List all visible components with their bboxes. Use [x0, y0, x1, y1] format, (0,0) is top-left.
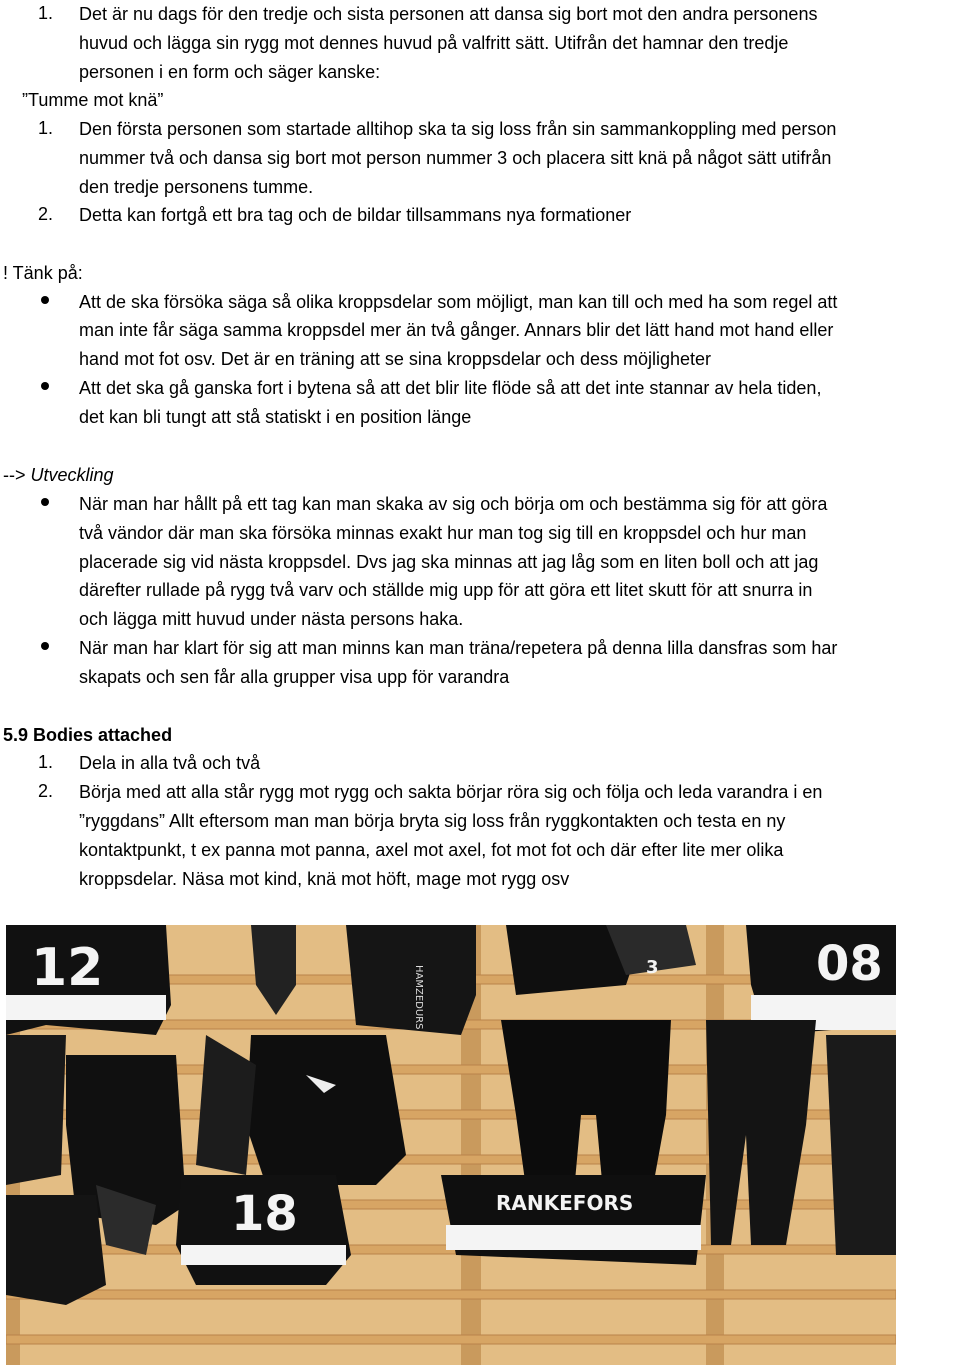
jersey-text: RANKEFORS [496, 1191, 634, 1215]
paragraph-line: den tredje personens tumme. [79, 177, 314, 197]
jersey-number: 3 [646, 957, 659, 978]
photo-illustration [6, 925, 896, 1365]
paragraph-line: och lägga mitt huvud under nästa persons haka. [79, 609, 464, 629]
paragraph-line: ”ryggdans” Allt eftersom man man börja bryta sig loss från ryggkontakten och testa en ny [79, 811, 786, 831]
paragraph-line: man inte får säga samma kroppsdel mer än två gånger. Annars blir det lätt hand mot hand eller [79, 320, 834, 340]
paragraph-line: Detta kan fortgå ett bra tag och de bildar tillsammans nya formationer [79, 205, 632, 225]
paragraph-line: kontaktpunkt, t ex panna mot panna, axel mot axel, fot mot fot och där efter lite mer olika [79, 840, 784, 860]
paragraph-line: kroppsdelar. Näsa mot kind, knä mot höft, mage mot rygg osv [79, 869, 570, 889]
paragraph-line: två vändor där man ska försöka minnas exakt hur man tog sig till en kroppsdel och hur man [79, 523, 807, 543]
bullet-icon [41, 382, 49, 390]
paragraph-line: nummer två och dansa sig bort mot person nummer 3 och placera sitt knä på något sätt utifrån [79, 148, 832, 168]
paragraph-line: Dela in alla två och två [79, 753, 261, 773]
list-number: 1. [38, 752, 54, 772]
paragraph-line: placerade sig vid nästa kroppsdel. Dvs jag ska minnas att jag låg som en liten boll och att jag [79, 552, 819, 572]
section-heading [3, 464, 114, 486]
paragraph-line: Att det ska gå ganska fort i bytena så att det blir lite flöde så att det inte stannar av hela tiden, [79, 378, 822, 398]
bullet-icon [41, 642, 49, 650]
list-number: 2. [38, 781, 54, 801]
jersey-number: 18 [231, 1186, 298, 1242]
paragraph-line: Det är nu dags för den tredje och sista personen att dansa sig bort mot den andra personens [79, 4, 818, 24]
list-number: 2. [38, 204, 54, 224]
paragraph-line: huvud och lägga sin rygg mot dennes huvud på valfritt sätt. Utifrån det hamnar den tredje [79, 33, 789, 53]
paragraph-line: När man har hållt på ett tag kan man skaka av sig och börja om och bestämma sig för att göra [79, 494, 828, 514]
paragraph-line: Börja med att alla står rygg mot rygg och sakta börjar röra sig och följa och leda varandra i en [79, 782, 823, 802]
jersey-text: HAMZEDURS [413, 965, 424, 1030]
paragraph-line: Att de ska försöka säga så olika kroppsdelar som möjligt, man kan till och med ha som regel att [79, 292, 838, 312]
list-number: 1. [38, 3, 54, 23]
bullet-icon [41, 498, 49, 506]
paragraph-line: skapats och sen får alla grupper visa upp för varandra [79, 667, 510, 687]
bullet-icon [41, 296, 49, 304]
paragraph-line: det kan bli tungt att stå statiskt i en position länge [79, 407, 472, 427]
jersey-number: 08 [816, 936, 883, 992]
section-heading: ! Tänk på: [3, 263, 83, 283]
paragraph-line: Den första personen som startade alltihop ska ta sig loss från sin sammankoppling med person [79, 119, 837, 139]
utveckling-heading: Utveckling [30, 465, 114, 485]
section-title: 5.9 Bodies attached [3, 725, 173, 745]
photo-wall-bars-clothes [6, 925, 896, 1365]
jersey-number: 12 [31, 938, 104, 998]
list-number: 1. [38, 118, 54, 138]
paragraph-line: hand mot fot osv. Det är en träning att se sina kroppsdelar och dess möjligheter [79, 349, 712, 369]
arrow-text: --> [3, 465, 26, 485]
quote-line: ”Tumme mot knä” [22, 90, 164, 110]
paragraph-line: därefter rullade på rygg två varv och ställde mig upp för att göra ett litet skutt för att snurra in [79, 580, 813, 600]
paragraph-line: När man har klart för sig att man minns kan man träna/repetera på denna lilla dansfras som har [79, 638, 838, 658]
paragraph-line: personen i en form och säger kanske: [79, 62, 381, 82]
